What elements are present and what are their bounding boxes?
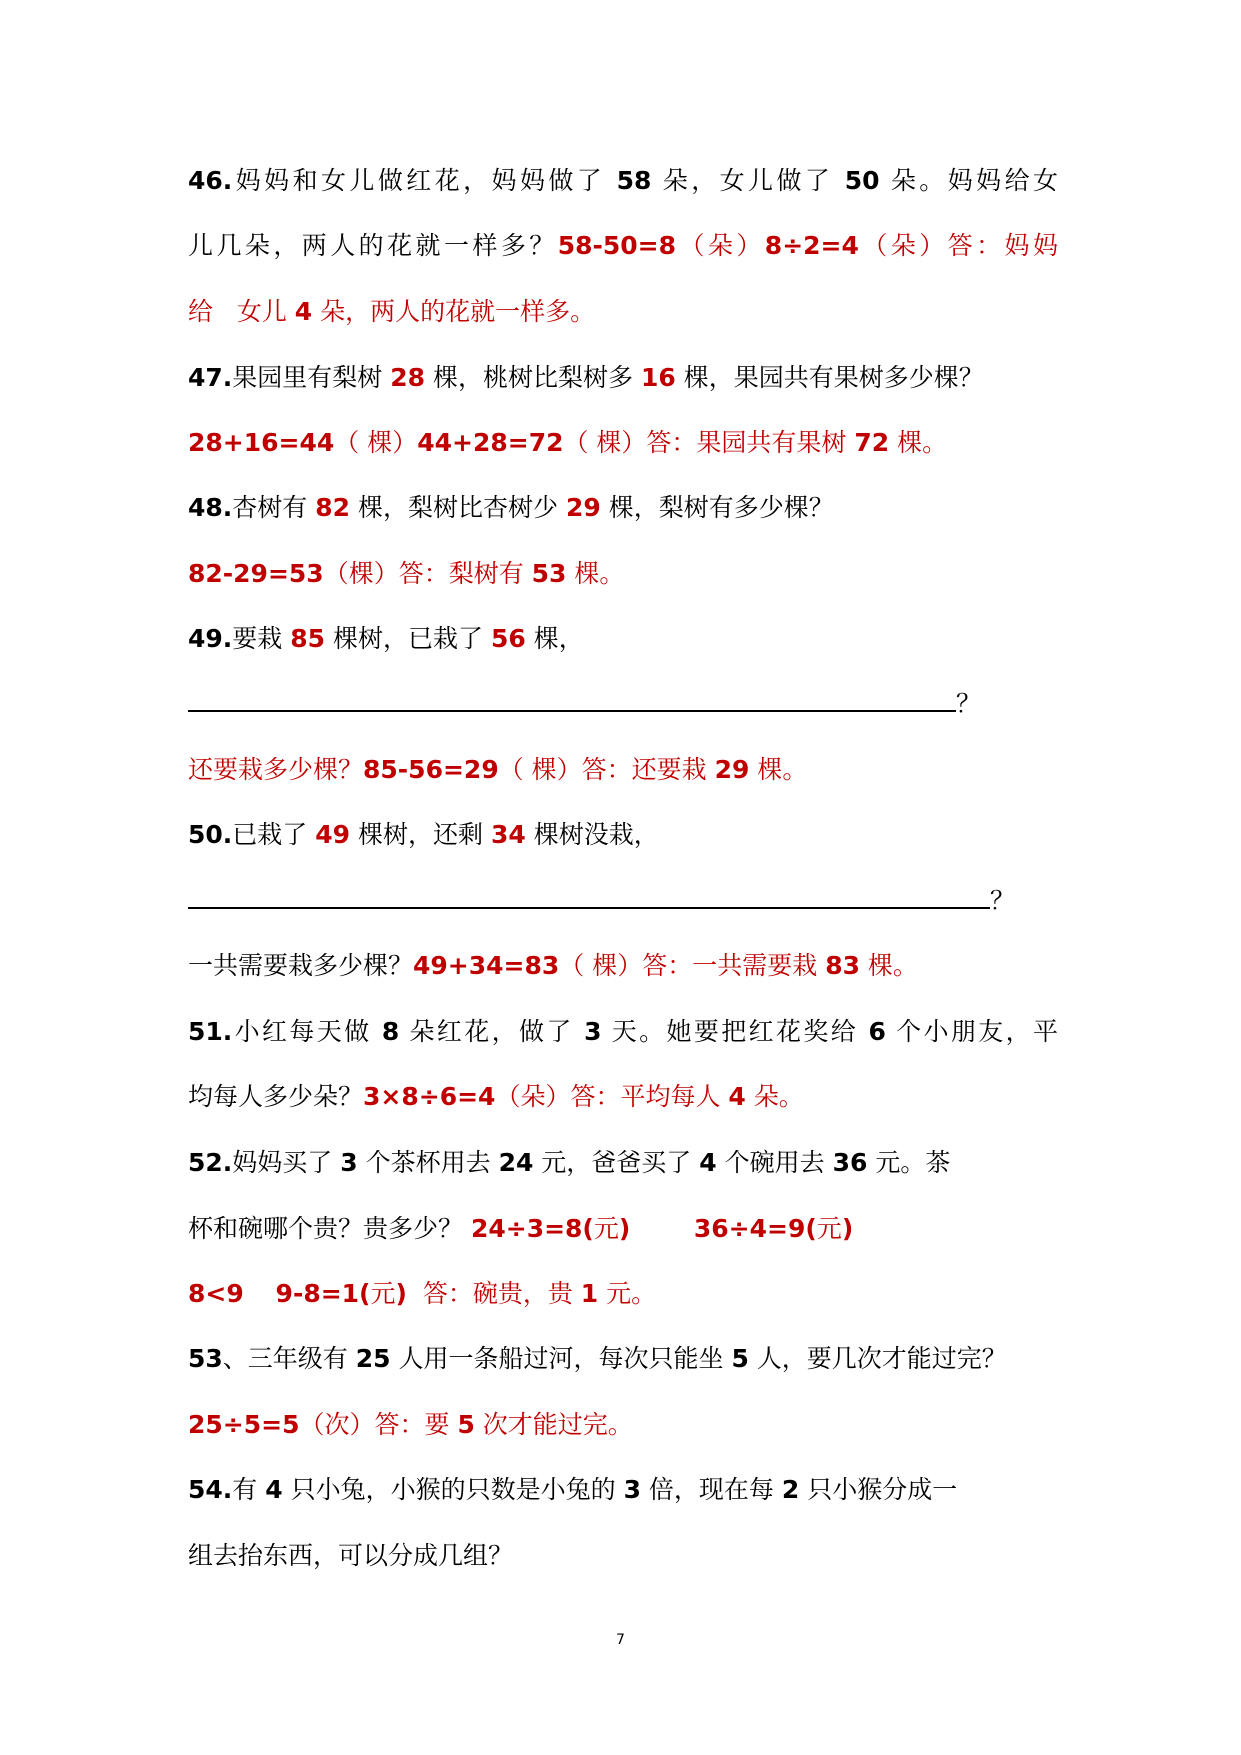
question-text: 棵，梨树有多少棵？ bbox=[600, 493, 834, 522]
answer-text: 36÷4=9( bbox=[693, 1214, 817, 1243]
question-text: 朵，女儿做了 bbox=[651, 166, 845, 195]
question-text: 妈妈和女儿做红花，妈妈做了 bbox=[232, 166, 617, 195]
question-text: 48. bbox=[188, 493, 233, 522]
text-line bbox=[188, 1540, 513, 1572]
question-text: 8 bbox=[381, 1017, 400, 1046]
question-text: 果园里有梨树 bbox=[232, 363, 391, 392]
question-text: 杏树有 bbox=[232, 493, 316, 522]
answer-text: 4 bbox=[728, 1082, 746, 1111]
text-line bbox=[188, 950, 918, 982]
question-text: 已栽了 bbox=[232, 820, 316, 849]
answer-text: 25÷5=5 bbox=[188, 1410, 300, 1439]
answer-text: （朵） bbox=[676, 231, 765, 260]
answer-text: （ 棵） bbox=[334, 428, 418, 457]
text-line bbox=[188, 819, 659, 851]
answer-text: 元 bbox=[816, 1214, 842, 1243]
question-text: 均每人多少朵？ bbox=[188, 1082, 364, 1111]
question-text: 3 bbox=[340, 1148, 358, 1177]
answer-text: 棵。 bbox=[749, 755, 808, 784]
answer-text: 5 bbox=[457, 1410, 475, 1439]
question-text: 5 bbox=[731, 1344, 749, 1373]
answer-text: 83 bbox=[825, 951, 860, 980]
page-number: 7 bbox=[616, 1632, 625, 1648]
question-text: 小红每天做 bbox=[232, 1017, 382, 1046]
question-text: 个小朋友，平 bbox=[885, 1017, 1058, 1046]
answer-text: 82-29=53 bbox=[188, 559, 324, 588]
answer-text: 82 bbox=[315, 493, 351, 522]
question-text: 46. bbox=[188, 166, 233, 195]
question-text: 个茶杯用去 bbox=[357, 1148, 499, 1177]
answer-text: 元 bbox=[370, 1279, 396, 1308]
question-text: 50 bbox=[844, 166, 880, 195]
question-text: 50. bbox=[188, 820, 233, 849]
question-text: 棵树没栽， bbox=[525, 820, 659, 849]
question-text: 25 bbox=[355, 1344, 391, 1373]
question-text: 只小兔，小猴的只数是小兔的 bbox=[282, 1475, 624, 1504]
text-line bbox=[188, 1409, 633, 1441]
answer-text: 次才能过完。 bbox=[474, 1410, 633, 1439]
question-text: 朵。妈妈给女 bbox=[879, 166, 1058, 195]
answer-text: 棵。 bbox=[859, 951, 918, 980]
question-text: 54. bbox=[188, 1475, 233, 1504]
answer-blank-underline bbox=[188, 885, 990, 909]
text-line bbox=[188, 688, 981, 720]
text-line bbox=[188, 427, 947, 459]
answer-text: 9-8=1( bbox=[275, 1279, 371, 1308]
question-text: 元。茶 bbox=[867, 1148, 951, 1177]
question-text: 53 bbox=[188, 1344, 223, 1373]
question-text: 2 bbox=[781, 1475, 800, 1504]
text-line bbox=[188, 230, 1058, 262]
text-line bbox=[188, 1278, 656, 1310]
question-text: 棵树，还剩 bbox=[350, 820, 491, 849]
answer-text: （朵）答：妈妈 bbox=[858, 231, 1058, 260]
answer-text: 49 bbox=[315, 820, 351, 849]
answer-text: 56 bbox=[490, 624, 526, 653]
answer-text: 8<9 bbox=[188, 1279, 244, 1308]
answer-text: ) bbox=[841, 1214, 854, 1243]
text-line bbox=[188, 362, 984, 394]
question-text: 4 bbox=[699, 1148, 717, 1177]
text-line bbox=[188, 1081, 804, 1113]
question-text: 元，爸爸买了 bbox=[533, 1148, 700, 1177]
answer-text: （ 棵）答：一共需要栽 bbox=[559, 951, 826, 980]
answer-text: 给 女儿 bbox=[188, 297, 295, 326]
text-line bbox=[188, 296, 595, 328]
question-text: 有 bbox=[232, 1475, 266, 1504]
text-line bbox=[188, 623, 584, 655]
answer-text: 28 bbox=[390, 363, 426, 392]
question-text bbox=[244, 1279, 276, 1308]
text-line bbox=[188, 1474, 957, 1506]
answer-text: 58-50=8 bbox=[557, 231, 677, 260]
text-line bbox=[188, 885, 1015, 917]
question-text: 天。她要把红花奖给 bbox=[601, 1017, 869, 1046]
question-text: 要栽 bbox=[232, 624, 291, 653]
question-text: 47. bbox=[188, 363, 233, 392]
answer-text: 元 bbox=[593, 1214, 619, 1243]
question-text: 36 bbox=[832, 1148, 868, 1177]
question-text: 49. bbox=[188, 624, 233, 653]
answer-text: 朵。 bbox=[745, 1082, 804, 1111]
question-text: 只小猴分成一 bbox=[799, 1475, 958, 1504]
answer-text: 53 bbox=[531, 559, 567, 588]
answer-text: 29 bbox=[714, 755, 750, 784]
question-text bbox=[630, 1214, 694, 1243]
answer-text: （ 棵）答：还要栽 bbox=[498, 755, 715, 784]
answer-blank-underline bbox=[188, 688, 956, 712]
question-text: 4 bbox=[265, 1475, 283, 1504]
question-text: 51. bbox=[188, 1017, 233, 1046]
answer-text: 4 bbox=[294, 297, 313, 326]
answer-text: ) bbox=[395, 1279, 407, 1308]
answer-text: 44+28=72 bbox=[417, 428, 564, 457]
question-text: 52. bbox=[188, 1148, 233, 1177]
answer-text: 1 bbox=[580, 1279, 599, 1308]
question-text: ？ bbox=[990, 886, 1016, 915]
question-text: 棵，果园共有果树多少棵？ bbox=[675, 363, 984, 392]
question-text: 朵红花，做了 bbox=[399, 1017, 585, 1046]
text-line bbox=[188, 1016, 1058, 1048]
question-text: 人，要几次才能过完？ bbox=[748, 1344, 1007, 1373]
question-text: 棵，梨树比杏树少 bbox=[350, 493, 566, 522]
text-line bbox=[188, 1147, 950, 1179]
answer-text: 29 bbox=[565, 493, 601, 522]
answer-text: 34 bbox=[490, 820, 526, 849]
text-line bbox=[188, 492, 834, 524]
answer-text: 72 bbox=[854, 428, 890, 457]
text-line bbox=[188, 165, 1058, 197]
question-text: 人用一条船过河，每次只能坐 bbox=[390, 1344, 732, 1373]
answer-text: 85 bbox=[290, 624, 326, 653]
question-text: 3 bbox=[584, 1017, 602, 1046]
answer-text: 3×8÷6=4 bbox=[363, 1082, 496, 1111]
answer-text: 朵，两人的花就一样多。 bbox=[312, 297, 596, 326]
answer-text: 28+16=44 bbox=[188, 428, 335, 457]
answer-text: 元。 bbox=[598, 1279, 657, 1308]
question-text: 棵树，已栽了 bbox=[325, 624, 491, 653]
answer-text: （棵）答：梨树有 bbox=[323, 559, 532, 588]
question-text: 一共需要栽多少棵？ bbox=[188, 951, 414, 980]
answer-text: （次）答：要 bbox=[299, 1410, 458, 1439]
text-line bbox=[188, 1213, 853, 1245]
text-line bbox=[188, 754, 807, 786]
text-line bbox=[188, 558, 624, 590]
question-text: 组去抬东西，可以分成几组？ bbox=[188, 1541, 514, 1570]
answer-text: 49+34=83 bbox=[413, 951, 560, 980]
question-text: 儿几朵，两人的花就一样多？ bbox=[188, 231, 558, 260]
answer-text: 16 bbox=[640, 363, 676, 392]
answer-text: 24÷3=8( bbox=[470, 1214, 594, 1243]
question-text: 棵，桃树比梨树多 bbox=[425, 363, 641, 392]
question-text: 个碗用去 bbox=[716, 1148, 833, 1177]
answer-text: 答：碗贵，贵 bbox=[406, 1279, 581, 1308]
question-text: 6 bbox=[868, 1017, 886, 1046]
question-text: 、三年级有 bbox=[222, 1344, 356, 1373]
text-line bbox=[188, 1343, 1007, 1375]
answer-text: 8÷2=4 bbox=[764, 231, 859, 260]
answer-text: （朵）答：平均每人 bbox=[495, 1082, 729, 1111]
question-text: ？ bbox=[956, 689, 982, 718]
answer-text: 棵。 bbox=[566, 559, 625, 588]
question-text: 24 bbox=[498, 1148, 534, 1177]
answer-text: （ 棵）答：果园共有果树 bbox=[563, 428, 855, 457]
question-text: 3 bbox=[623, 1475, 641, 1504]
question-text: 棵， bbox=[525, 624, 584, 653]
question-text: 妈妈买了 bbox=[232, 1148, 341, 1177]
answer-text: 还要栽多少棵？ bbox=[188, 755, 364, 784]
question-text: 倍，现在每 bbox=[640, 1475, 782, 1504]
question-text: 杯和碗哪个贵？贵多少？ bbox=[188, 1214, 471, 1243]
question-text: 58 bbox=[616, 166, 652, 195]
answer-text: 85-56=29 bbox=[363, 755, 499, 784]
answer-text: 棵。 bbox=[889, 428, 948, 457]
answer-text: ) bbox=[618, 1214, 631, 1243]
